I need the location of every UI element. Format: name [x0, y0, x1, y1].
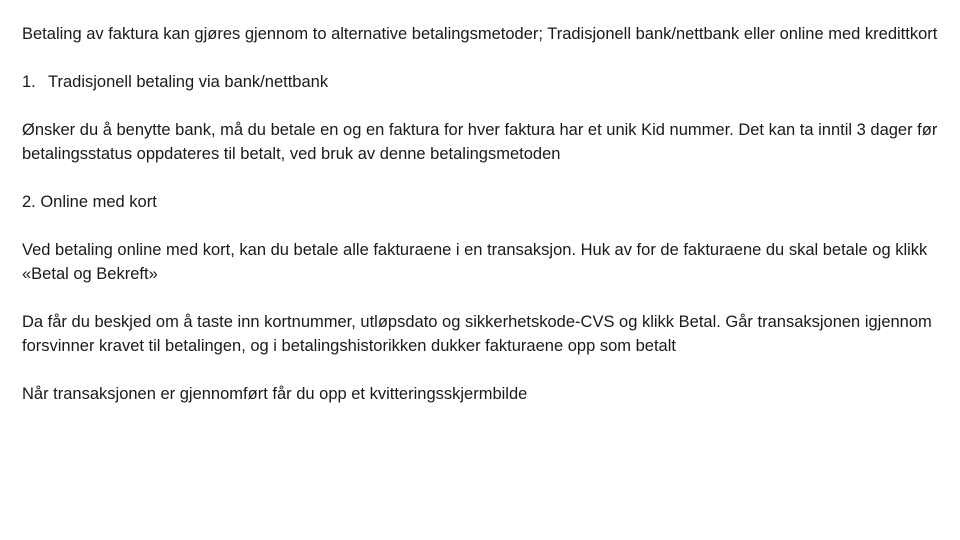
- section1-heading: [22, 70, 952, 94]
- section2-paragraph-2: Da får du beskjed om å taste inn kortnummer, utløpsdato og sikkerhetskode-CVS og klikk Betal. Går transaksjonen igjennom forsvinner kravet til betalingen, og i betalingshistorikken dukker fakturaene opp som betalt: [22, 313, 932, 355]
- section2-heading: 2. Online med kort: [22, 193, 157, 211]
- document-body: [22, 22, 952, 430]
- section1-title: Tradisjonell betaling via bank/nettbank: [48, 73, 329, 91]
- section1-number: 1.: [22, 73, 36, 91]
- intro-paragraph: Betaling av faktura kan gjøres gjennom to alternative betalingsmetoder; Tradisjonell bank/nettbank eller online med kredittkort: [22, 25, 938, 43]
- section1-paragraph: Ønsker du å benytte bank, må du betale en og en faktura for hver faktura har et unik Kid nummer. Det kan ta inntil 3 dager før betalingsstatus oppdateres til betalt, ved bruk av denne betalingsmetoden: [22, 121, 938, 163]
- section2-paragraph-1: Ved betaling online med kort, kan du betale alle fakturaene i en transaksjon. Huk av for de fakturaene du skal betale og klikk «Betal og Bekreft»: [22, 241, 928, 283]
- section2-paragraph-3: Når transaksjonen er gjennomført får du opp et kvitteringsskjermbilde: [22, 385, 528, 403]
